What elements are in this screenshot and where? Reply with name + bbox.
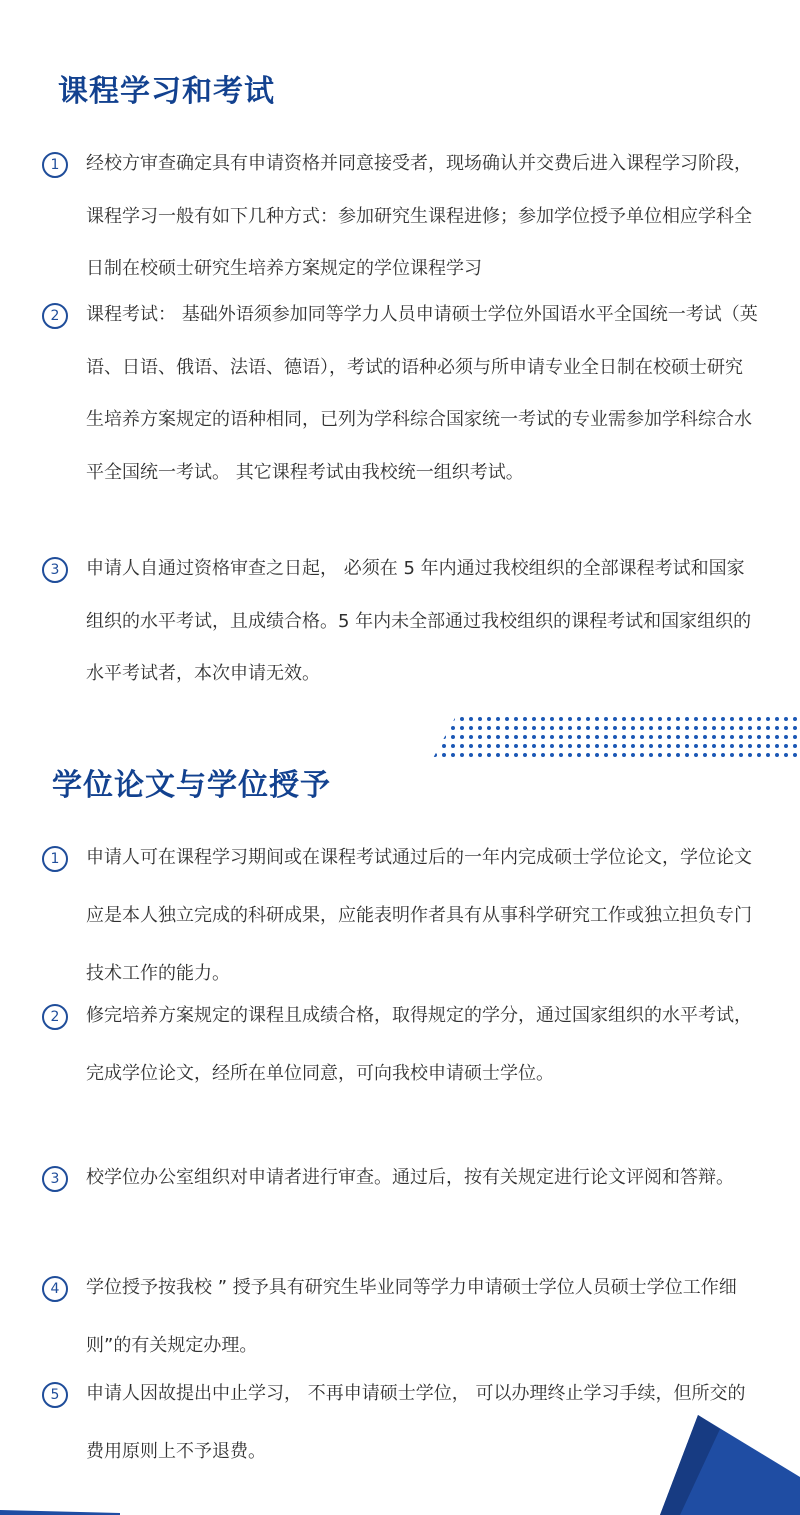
item-number-4: 4 <box>42 1276 68 1302</box>
item-number-3: 3 <box>42 557 68 583</box>
bottom-accent-line <box>0 1507 120 1515</box>
corner-decoration <box>660 1415 800 1515</box>
section-title-thesis-degree: 学位论文与学位授予 <box>52 768 331 803</box>
item-text: 申请人可在课程学习期间或在课程考试通过后的一年内完成硕士学位论文，学位论文应是本人独立完成的科研成果，应能表明作者具有从事科学研究工作或独立担负专门技术工作的能力。 <box>86 847 752 984</box>
dot-pattern-decoration <box>432 716 800 760</box>
item-text: 申请人因故提出中止学习， 不再申请硕士学位， 可以办理终止学习手续，但所交的费用原则上不予退费。 <box>86 1383 746 1462</box>
item-number-5: 5 <box>42 1382 68 1408</box>
item-number-2: 2 <box>42 1004 68 1030</box>
section-title-course-study: 课程学习和考试 <box>58 74 275 109</box>
item-text: 校学位办公室组织对申请者进行审查。通过后，按有关规定进行论文评阅和答辩。 <box>86 1167 734 1188</box>
item-number-2: 2 <box>42 303 68 329</box>
item-number-1: 1 <box>42 152 68 178</box>
item-number-1: 1 <box>42 846 68 872</box>
item-text: 课程考试： 基础外语须参加同等学力人员申请硕士学位外国语水平全国统一考试（英语、日语、俄语、法语、德语），考试的语种必须与所申请专业全日制在校硕士研究生培养方案规定的语种相同，已列为学科综合国家统一考试的专业需参加学科综合水平全国统一考试。 其它课程考试由我校统一组织考试。 <box>86 304 758 483</box>
item-number-3: 3 <box>42 1166 68 1192</box>
item-text: 经校方审查确定具有申请资格并同意接受者，现场确认并交费后进入课程学习阶段，课程学习一般有如下几种方式：参加研究生课程进修；参加学位授予单位相应学科全日制在校硕士研究生培养方案规定的学位课程学习 <box>86 153 752 279</box>
item-text: 学位授予按我校 ” 授予具有研究生毕业同等学力申请硕士学位人员硕士学位工作细则”的有关规定办理。 <box>86 1277 737 1356</box>
item-text: 申请人自通过资格审查之日起， 必须在 5 年内通过我校组织的全部课程考试和国家组织的水平考试，且成绩合格。5 年内未全部通过我校组织的课程考试和国家组织的水平考试者，本次申请无效。 <box>86 558 752 684</box>
item-text: 修完培养方案规定的课程且成绩合格，取得规定的学分，通过国家组织的水平考试，完成学位论文，经所在单位同意，可向我校申请硕士学位。 <box>86 1005 752 1084</box>
